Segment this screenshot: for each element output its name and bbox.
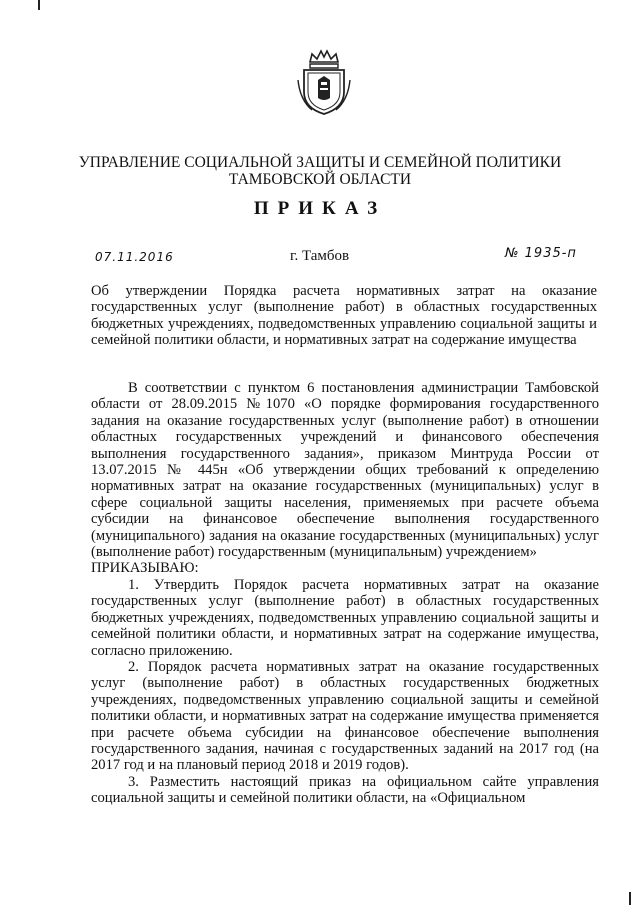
organization-name-line1: УПРАВЛЕНИЕ СОЦИАЛЬНОЙ ЗАЩИТЫ И СЕМЕЙНОЙ ПОЛИТИКИ — [78, 154, 562, 171]
document-city: г. Тамбов — [290, 248, 350, 264]
organization-name-line2: ТАМБОВСКОЙ ОБЛАСТИ — [228, 171, 412, 188]
order-item-3: 3. Разместить настоящий приказ на официальном сайте управления социальной защиты и семейной политики области, на «Официальном — [91, 773, 599, 807]
document-subject: Об утверждении Порядка расчета нормативных затрат на оказание государственных услуг (выполнение работ) в областных государственных бюджетных учреждениях, подведомственных управлению социальной защиты и семейной политики области, и нормативных затрат на содержание имущества — [91, 283, 597, 349]
document-title: ПРИКАЗ — [253, 198, 387, 219]
document-body — [91, 380, 599, 807]
order-item-2: 2. Порядок расчета нормативных затрат на оказание государственных услуг (выполнение работ) в областных государственных бюджетных учреждениях, подведомственных управлению социальной защиты и семейной политики области, и нормативных затрат на содержание имущества применяется при расчете объема субсидии на финансовое обеспечение выполнения государственного задания, начиная с государственных заданий на 2017 год (на 2017 год и на плановый период 2018 и 2019 годов). — [91, 658, 599, 774]
document-date: 07.11.2016 — [95, 250, 174, 264]
tambov-coat-of-arms-icon — [296, 40, 352, 116]
order-item-1: 1. Утвердить Порядок расчета нормативных затрат на оказание государственных услуг (выполнение работ) в областных государственных бюджетных учреждениях, подведомственных управлению социальной защиты и семейной политики области, и нормативных затрат на содержание имущества, согласно приложению. — [91, 576, 599, 659]
preamble-paragraph: В соответствии с пунктом 6 постановления администрации Тамбовской области от 28.09.2015 №1070 «О порядке формирования государственного задания на оказание государственных услуг (выполнение работ) в отношении областных государственных учреждений и финансового обеспечения выполнения государственного задания», приказом Минтруда России от 13.07.2015 № 445н «Об утверждении общих требований к определению нормативных затрат на оказание государственных (муниципальных) услуг в сфере социальной защиты населения, применяемых при расчете объема субсидии на финансовое обеспечение выполнения государственного (муниципального) задания на оказание государственных (муниципальных) услуг (выполнение работ) государственным (муниципальным) учреждением» — [91, 380, 599, 561]
order-word: ПРИКАЗЫВАЮ: — [91, 560, 199, 577]
scan-mark — [38, 0, 40, 10]
scan-mark-corner — [629, 892, 631, 905]
document-number: № 1935-п — [505, 246, 577, 261]
